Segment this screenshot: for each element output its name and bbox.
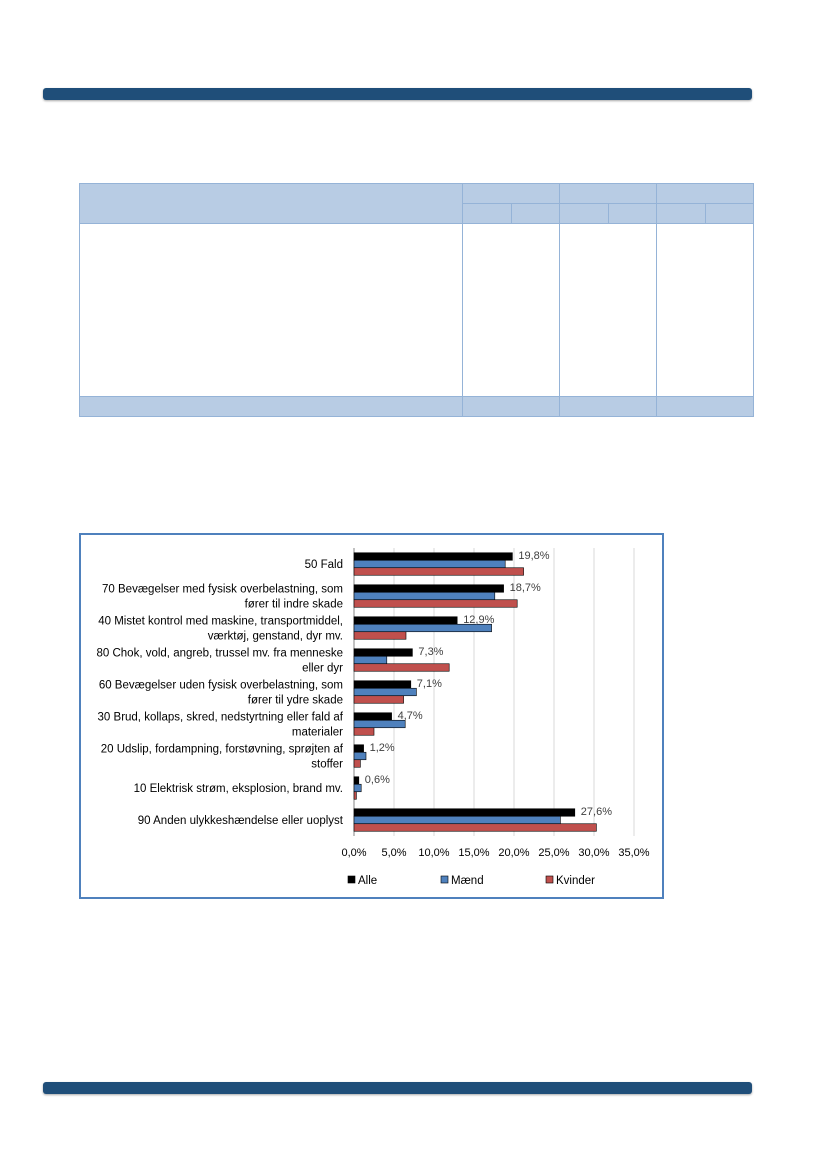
category-label: 70 Bevægelser med fysisk overbelastning, som xyxy=(102,583,343,596)
bar-mænd-0 xyxy=(354,560,505,568)
bar-kvinder-4 xyxy=(354,696,404,704)
legend-swatch-alle xyxy=(348,876,355,883)
bar-alle-4 xyxy=(354,681,411,689)
data-label: 27,6% xyxy=(580,805,613,818)
data-label: 0,6% xyxy=(364,773,390,786)
category-label: 40 Mistet kontrol med maskine, transportmiddel, xyxy=(98,615,343,628)
data-label: 18,7% xyxy=(509,581,541,594)
bar-alle-8 xyxy=(354,809,575,817)
data-label: 7,1% xyxy=(416,677,442,690)
bar-mænd-6 xyxy=(354,752,366,760)
x-tick-label: 10,0% xyxy=(418,847,450,859)
x-tick-label: 20,0% xyxy=(498,847,530,859)
category-label: materialer xyxy=(291,726,343,739)
bar-alle-0 xyxy=(354,553,512,561)
x-tick-label: 30,0% xyxy=(578,847,610,859)
category-label: 80 Chok, vold, angreb, trussel mv. fra menneske xyxy=(96,647,343,660)
bar-mænd-8 xyxy=(354,816,560,824)
category-label: fører til indre skade xyxy=(244,598,343,611)
category-label: 50 Fald xyxy=(304,559,343,571)
bar-alle-2 xyxy=(354,617,457,625)
bar-kvinder-2 xyxy=(354,632,406,640)
bar-mænd-4 xyxy=(354,688,416,696)
bar-mænd-3 xyxy=(354,656,387,664)
legend-swatch-mænd xyxy=(441,876,448,883)
legend-label: Kvinder xyxy=(556,875,595,887)
data-label: 4,7% xyxy=(397,709,423,722)
x-tick-label: 5,0% xyxy=(381,847,407,859)
category-label: værktøj, genstand, dyr mv. xyxy=(207,630,343,643)
category-label: stoffer xyxy=(311,758,343,771)
bar-alle-1 xyxy=(354,585,504,593)
data-label: 1,2% xyxy=(369,741,395,754)
data-label: 12,9% xyxy=(463,613,495,626)
category-label: eller dyr xyxy=(302,662,343,675)
bar-alle-6 xyxy=(354,745,364,753)
x-tick-label: 35,0% xyxy=(618,847,650,859)
bar-alle-3 xyxy=(354,649,412,657)
legend-label: Mænd xyxy=(451,875,484,887)
bar-alle-7 xyxy=(354,777,359,785)
category-label: 60 Bevægelser uden fysisk overbelastning, som xyxy=(98,679,343,692)
category-label: 10 Elektrisk strøm, eksplosion, brand mv. xyxy=(133,783,343,795)
data-label: 19,8% xyxy=(518,549,550,562)
category-label: 30 Brud, kollaps, skred, nedstyrtning eller fald af xyxy=(97,711,343,724)
bar-kvinder-8 xyxy=(354,824,596,832)
category-label: fører til ydre skade xyxy=(247,694,343,707)
category-label: 20 Udslip, fordampning, forstøvning, sprøjten af xyxy=(100,743,343,756)
x-tick-label: 25,0% xyxy=(538,847,570,859)
bottom-banner xyxy=(43,1082,752,1094)
bar-kvinder-1 xyxy=(354,600,517,608)
bar-kvinder-7 xyxy=(354,792,356,800)
bar-mænd-7 xyxy=(354,784,361,792)
x-tick-label: 15,0% xyxy=(458,847,490,859)
data-label: 7,3% xyxy=(418,645,444,658)
x-tick-label: 0,0% xyxy=(341,847,367,859)
bar-kvinder-6 xyxy=(354,760,360,768)
category-label: 90 Anden ulykkeshændelse eller uoplyst xyxy=(137,815,343,827)
legend-swatch-kvinder xyxy=(546,876,553,883)
bar-kvinder-0 xyxy=(354,568,524,576)
bar-kvinder-3 xyxy=(354,664,449,672)
bar-mænd-1 xyxy=(354,592,495,600)
legend-label: Alle xyxy=(358,875,378,887)
bar-kvinder-5 xyxy=(354,728,374,736)
bar-alle-5 xyxy=(354,713,392,721)
